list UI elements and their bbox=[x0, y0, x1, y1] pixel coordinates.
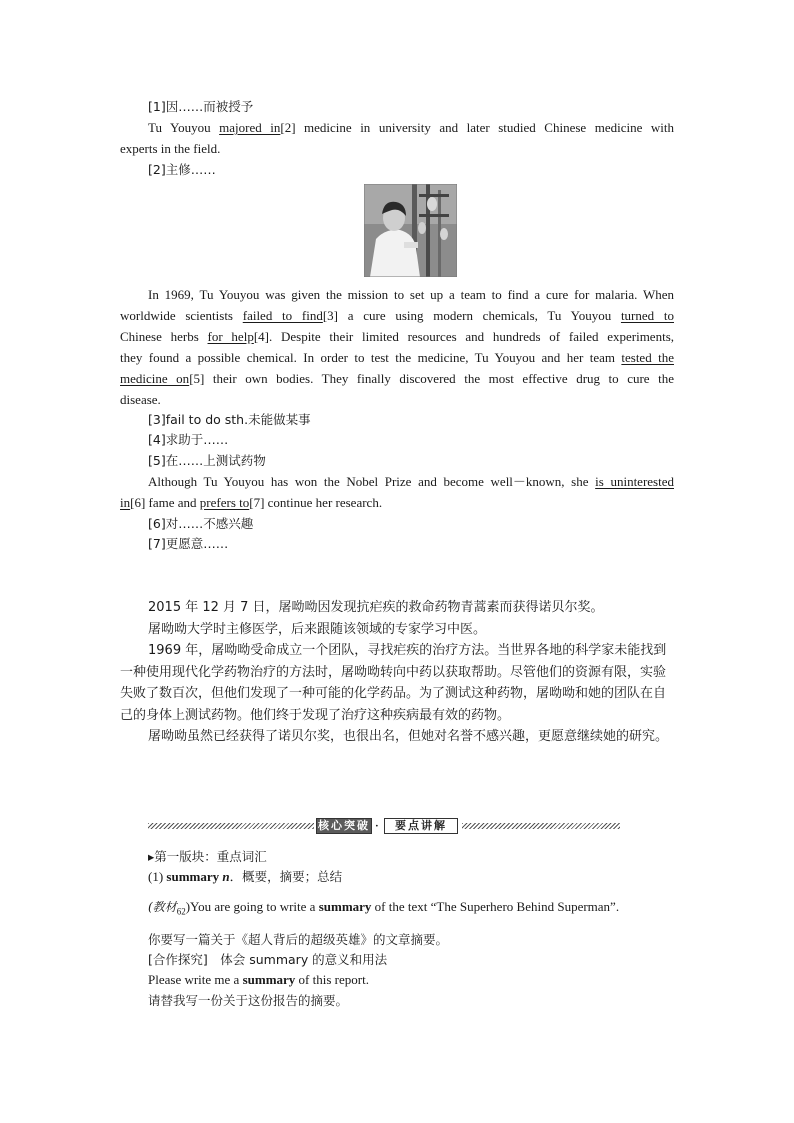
text: Although Tu Youyou has won the Nobel Prize and become well－known, she bbox=[148, 474, 596, 489]
text: of the text “The Superhero Behind Superman”. bbox=[371, 899, 620, 914]
section-banner bbox=[148, 818, 620, 834]
section-heading bbox=[148, 849, 674, 865]
banner-hatch-left bbox=[148, 823, 314, 829]
text: [4]. Despite their limited resources and hundreds of failed experiments, bbox=[253, 329, 674, 344]
text: [7] continue her research. bbox=[249, 495, 383, 510]
chinese-translation bbox=[120, 597, 674, 748]
vocab-word: summary bbox=[166, 869, 220, 884]
keyword: summary bbox=[318, 899, 372, 914]
annotation-7: [7]更愿意…… bbox=[148, 536, 229, 551]
text: [3] a cure using modern chemicals, Tu Youyou bbox=[322, 308, 621, 323]
banner-separator: · bbox=[375, 820, 379, 832]
example-1-translation: 你要写一篇关于《超人背后的超级英雄》的文章摘要。 bbox=[148, 932, 449, 947]
explore-heading: [合作探究] 体会 summary 的意义和用法 bbox=[148, 952, 388, 967]
text: worldwide scientists bbox=[120, 308, 243, 323]
keyword: summary bbox=[242, 972, 296, 987]
underlined-phrase-in: in bbox=[120, 495, 131, 510]
underlined-phrase-for-help: for help bbox=[207, 329, 254, 344]
paragraph-2-line-3 bbox=[120, 329, 674, 345]
text: [5] their own bodies. They finally discovered the most effective drug to cure the bbox=[189, 371, 674, 386]
underlined-phrase-is-uninterested: is uninterested bbox=[595, 474, 674, 489]
example-2 bbox=[148, 972, 674, 988]
triangle-bullet-icon: ▸ bbox=[148, 849, 155, 864]
paragraph-2-line-2 bbox=[120, 308, 674, 324]
paragraph-2-line-5 bbox=[120, 371, 674, 387]
paragraph-3-line-1 bbox=[148, 474, 674, 490]
source-page: 62 bbox=[176, 906, 186, 917]
paragraph-2-line-1: In 1969, Tu Youyou was given the mission to set up a team to find a cure for malaria. When bbox=[148, 287, 674, 302]
underlined-phrase-majored-in: majored in bbox=[219, 120, 281, 135]
text: of this report. bbox=[295, 972, 369, 987]
paragraph-2-line-6: disease. bbox=[120, 392, 161, 407]
section-title: 第一版块：重点词汇 bbox=[154, 849, 267, 864]
text: they found a possible chemical. In order to test the medicine, Tu Youyou and her team bbox=[120, 350, 622, 365]
text: Tu Youyou bbox=[148, 120, 220, 135]
text: You are going to write a bbox=[190, 899, 319, 914]
translation-paragraph-3: 1969 年，屠呦呦受命成立一个团队，寻找疟疾的治疗方法。当世界各地的科学家未能找到一种使用现代化学药物治疗的方法时，屠呦呦转向中药以获取帮助。尽管他们的资源有限，实验失败了数百次，但他们发现了一种可能的化学药品。为了测试这种药物，屠呦呦和她的团队在自己的身体上测试药物。他们终于发现了治疗这种疾病最有效的药物。 bbox=[120, 643, 667, 723]
underlined-phrase-prefers-to: prefers to bbox=[199, 495, 250, 510]
part-of-speech: n bbox=[219, 869, 230, 884]
text: Please write me a bbox=[148, 972, 243, 987]
banner-label-points: 要点讲解 bbox=[384, 818, 458, 834]
text: [3]fail to do sth.未能做某事 bbox=[148, 412, 311, 427]
annotation-4: [4]求助于…… bbox=[148, 432, 229, 447]
textbook-example bbox=[148, 899, 674, 920]
banner-hatch-right bbox=[462, 823, 620, 829]
paragraph-2-line-4 bbox=[120, 350, 674, 366]
annotation-6: [6]对……不感兴趣 bbox=[148, 516, 254, 531]
item-number: (1) bbox=[148, 869, 167, 884]
vocab-definition: ．概要，摘要；总结 bbox=[229, 869, 343, 884]
translation-paragraph-4: 屠呦呦虽然已经获得了诺贝尔奖，也很出名，但她对名誉不感兴趣，更愿意继续她的研究。 bbox=[148, 729, 669, 744]
translation-paragraph-2: 屠呦呦大学时主修医学，后来跟随该领域的专家学习中医。 bbox=[148, 621, 487, 637]
annotation-2: [2]主修…… bbox=[148, 162, 216, 177]
annotation-1: [1]因……而被授予 bbox=[148, 99, 254, 114]
example-2-translation: 请替我写一份关于这份报告的摘要。 bbox=[148, 993, 349, 1008]
underlined-phrase-tested-the: tested the bbox=[621, 350, 674, 365]
source-close: ) bbox=[185, 899, 191, 914]
translation-paragraph-1: 2015 年 12 月 7 日，屠呦呦因发现抗疟疾的救命药物青蒿素而获得诺贝尔奖。 bbox=[148, 600, 604, 615]
underlined-phrase-turned-to: turned to bbox=[620, 308, 674, 323]
text: [2] medicine in university and later studied Chinese medicine with bbox=[280, 120, 674, 135]
text: Chinese herbs bbox=[120, 329, 208, 344]
annotation-3 bbox=[148, 412, 674, 428]
scientist-photo bbox=[364, 184, 457, 277]
vocab-item-summary bbox=[148, 869, 674, 885]
text: [6] fame and bbox=[130, 495, 200, 510]
annotation-5: [5]在……上测试药物 bbox=[148, 453, 266, 468]
paragraph-1-line-2: experts in the field. bbox=[120, 141, 221, 156]
source-label: (教材 bbox=[148, 900, 177, 914]
underlined-phrase-medicine-on: medicine on bbox=[120, 371, 190, 386]
banner-label-core: 核心突破 bbox=[318, 819, 370, 832]
paragraph-1-line-1 bbox=[148, 120, 674, 136]
underlined-phrase-failed-to-find: failed to find bbox=[242, 308, 323, 323]
paragraph-3-line-2 bbox=[120, 495, 674, 511]
